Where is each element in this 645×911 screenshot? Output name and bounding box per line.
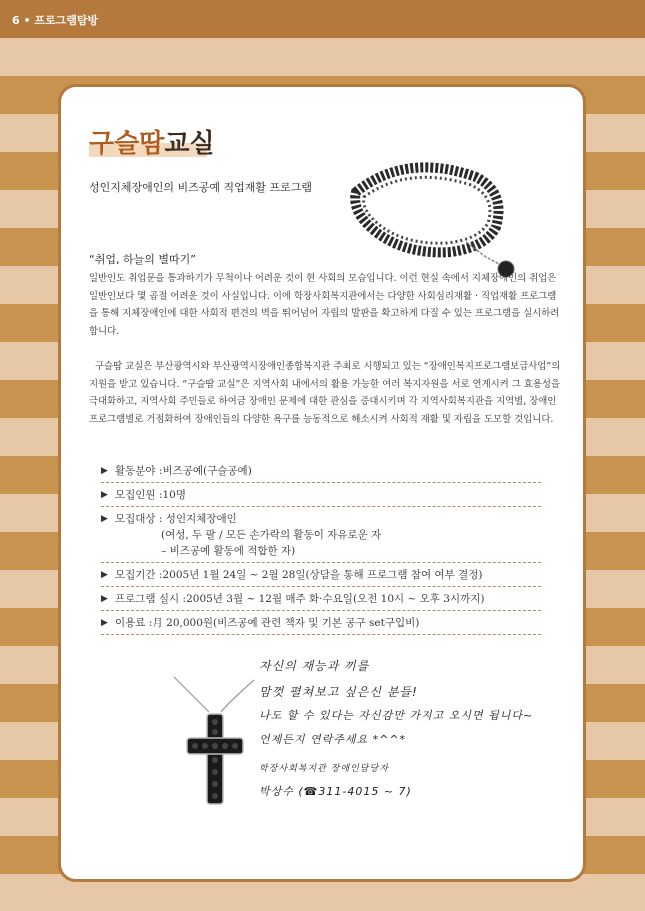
arrow-icon: ▶ [101, 514, 108, 524]
article-card [58, 84, 586, 882]
info-label: 모집기간 : [115, 569, 163, 581]
article-subtitle: 성인지체장애인의 비즈공예 직업재활 프로그램 [89, 181, 313, 194]
handwritten-line-1: 자신의 재능과 끼를 [259, 659, 370, 673]
contact-person-phone: 박상수 (☎311-4015 ~ 7) [259, 785, 412, 798]
info-label: 활동분야 : [115, 465, 163, 477]
info-value: 2005년 3월 ~ 12월 매주 화·수요일(오전 10시 ~ 오후 3시까지) [186, 593, 485, 605]
article-title [89, 123, 215, 163]
info-value: 2005년 1월 24일 ~ 2월 28일(상담을 통해 프로그램 참여 여부 결정) [162, 569, 483, 581]
info-label: 프로그램 실시 : [115, 593, 187, 605]
page-header-band [0, 0, 645, 38]
arrow-icon: ▶ [101, 618, 108, 628]
title-part-1: 구슬땀 [89, 129, 165, 159]
info-row-target [101, 507, 541, 563]
info-sub-line-2: – 비즈공예 활동에 적합한 자) [161, 545, 296, 557]
info-value: 성인지체장애인 [165, 513, 237, 525]
info-row-fee [101, 611, 541, 635]
info-row-count [101, 483, 541, 507]
arrow-icon: ▶ [101, 594, 108, 604]
page-label: 6 • 프로그램탐방 [12, 14, 99, 27]
arrow-icon: ▶ [101, 490, 108, 500]
info-value: 10명 [162, 489, 186, 501]
contact-organization: 학장사회복지관 장애인담당자 [259, 764, 389, 774]
intro-paragraph: 일반인도 취업문을 통과하기가 무척이나 어려운 것이 현 사회의 모습입니다. 이런 현실 속에서 지체장애인의 취업은 일반인보다 몇 곱절 어려운 것이 사실입니다. 이에 학장사회복지관에서는 다양한 사회심리재활 · 직업재활 프로그램을 통해 지체장애인에 대한 사회적 편견의 벽을 뛰어넘어 자립의 발판을 확고하게 다질 수 있는 프로그램을 실시하려 합니다. [89, 273, 560, 337]
info-label: 모집대상 : [115, 513, 166, 525]
info-value: 月 20,000원(비즈공예 관련 책자 및 기본 공구 set구입비) [152, 617, 420, 629]
handwritten-line-3: 나도 할 수 있다는 자신감만 가지고 오시면 됩니다~ [259, 709, 534, 722]
handwritten-line-2: 맘껏 펼쳐보고 싶은신 분들! [259, 685, 418, 699]
program-info-list [101, 459, 541, 635]
title-part-2: 교실 [164, 129, 215, 159]
quote-heading: “취업, 하늘의 별따기” [89, 253, 196, 266]
arrow-icon: ▶ [101, 466, 108, 476]
cross-necklace-photo [169, 672, 259, 817]
info-sub-line-1: (여성, 두 팔 / 모든 손가락의 활동이 자유로운 자 [161, 529, 382, 541]
info-value: 비즈공예(구슬공예) [162, 465, 252, 477]
handwritten-line-4: 언제든지 연락주세요 *^^* [259, 733, 407, 746]
info-row-field [101, 459, 541, 483]
info-row-schedule [101, 587, 541, 611]
info-row-period [101, 563, 541, 587]
program-paragraph: 구슬땀 교실은 부산광역시와 부산광역시장애인종합복지관 주최로 시행되고 있는 “장애인복지프로그램보급사업”의 지원을 받고 있습니다. “구슬땀 교실”은 지역사회 내에서의 활용 가능한 여러 복지자원을 서로 연계시켜 그 효용성을 극대화하고, 지역사회 주민들로 하여금 장애인 문제에 대한 관심을 증대시키며 각 지역사회복지관을 지역별, 장애인프로그램별로 거점화하여 장애인들의 다양한 욕구를 능동적으로 해소시켜 사회적 재활 및 자립을 도모할 것입니다. [89, 361, 561, 425]
arrow-icon: ▶ [101, 570, 108, 580]
info-label: 모집인원 : [115, 489, 163, 501]
info-label: 이용료 : [115, 617, 153, 629]
